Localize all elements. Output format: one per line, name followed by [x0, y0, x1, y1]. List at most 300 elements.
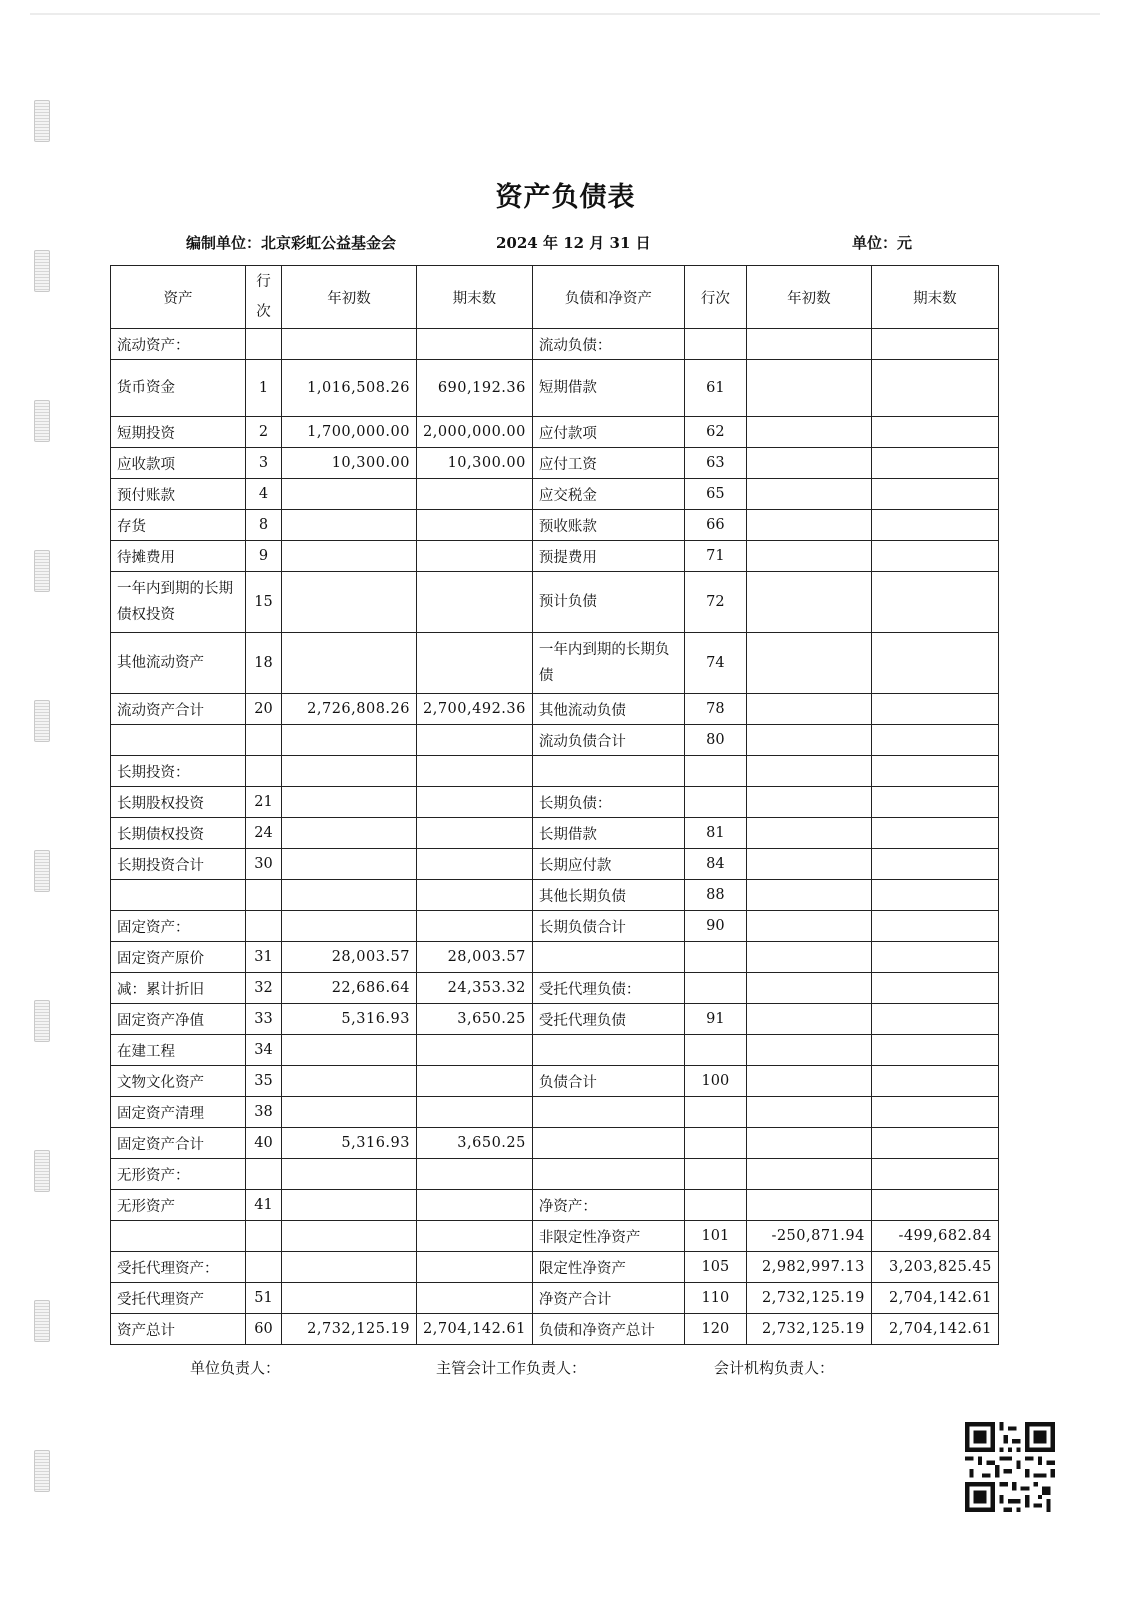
table-row [111, 849, 999, 880]
liability-end-amount [871, 510, 998, 541]
asset-end-amount [417, 756, 533, 787]
asset-begin-amount [282, 510, 417, 541]
asset-line-no [246, 1252, 282, 1283]
liability-end-amount [871, 1035, 998, 1066]
asset-line-no: 31 [246, 942, 282, 973]
asset-begin-amount [282, 1190, 417, 1221]
liability-line-no [684, 973, 746, 1004]
table-row [111, 479, 999, 510]
liability-end-amount [871, 849, 998, 880]
liability-name: 长期应付款 [532, 849, 684, 880]
liability-name [532, 756, 684, 787]
asset-begin-amount: 2,726,808.26 [282, 694, 417, 725]
asset-end-amount [417, 849, 533, 880]
asset-begin-amount [282, 541, 417, 572]
asset-name: 长期股权投资 [111, 787, 246, 818]
liability-end-amount: 2,704,142.61 [871, 1314, 998, 1345]
table-row [111, 725, 999, 756]
col-header-line-no-right: 行次 [684, 266, 746, 329]
asset-end-amount [417, 818, 533, 849]
scan-margin-mark [34, 1000, 50, 1042]
table-row [111, 1252, 999, 1283]
table-row [111, 1159, 999, 1190]
asset-begin-amount [282, 880, 417, 911]
liability-line-no: 71 [684, 541, 746, 572]
asset-end-amount [417, 1159, 533, 1190]
asset-line-no: 18 [246, 633, 282, 694]
liability-name: 负债合计 [532, 1066, 684, 1097]
liability-line-no: 110 [684, 1283, 746, 1314]
scan-margin-mark [34, 400, 50, 442]
liability-end-amount [871, 973, 998, 1004]
liability-name [532, 1097, 684, 1128]
asset-end-amount [417, 787, 533, 818]
liability-line-no [684, 942, 746, 973]
liability-name: 长期借款 [532, 818, 684, 849]
asset-line-no [246, 911, 282, 942]
asset-end-amount [417, 880, 533, 911]
asset-begin-amount [282, 1283, 417, 1314]
asset-name: 流动资产合计 [111, 694, 246, 725]
asset-name: 应收款项 [111, 448, 246, 479]
asset-name: 待摊费用 [111, 541, 246, 572]
liability-line-no: 105 [684, 1252, 746, 1283]
liability-begin-amount: -250,871.94 [746, 1221, 871, 1252]
asset-end-amount [417, 633, 533, 694]
liability-begin-amount [746, 880, 871, 911]
balance-sheet-table [110, 265, 999, 1345]
table-row [111, 572, 999, 633]
asset-end-amount: 2,704,142.61 [417, 1314, 533, 1345]
col-header-assets: 资产 [111, 266, 246, 329]
scan-margin-mark [34, 550, 50, 592]
asset-line-no: 60 [246, 1314, 282, 1345]
liability-end-amount [871, 725, 998, 756]
liability-name: 预提费用 [532, 541, 684, 572]
col-header-begin-right: 年初数 [746, 266, 871, 329]
liability-end-amount [871, 633, 998, 694]
preparing-unit: 编制单位：北京彩虹公益基金会 [186, 234, 397, 252]
asset-line-no: 34 [246, 1035, 282, 1066]
liability-begin-amount [746, 942, 871, 973]
liability-name: 流动负债： [532, 329, 684, 360]
table-row [111, 360, 999, 417]
liability-name: 负债和净资产总计 [532, 1314, 684, 1345]
table-row [111, 417, 999, 448]
asset-line-no: 33 [246, 1004, 282, 1035]
scan-margin-mark [34, 100, 50, 142]
liability-name [532, 942, 684, 973]
asset-line-no: 41 [246, 1190, 282, 1221]
asset-end-amount [417, 329, 533, 360]
asset-begin-amount: 10,300.00 [282, 448, 417, 479]
liability-line-no: 100 [684, 1066, 746, 1097]
liability-name: 应付款项 [532, 417, 684, 448]
liability-end-amount [871, 572, 998, 633]
liability-line-no [684, 756, 746, 787]
asset-line-no: 15 [246, 572, 282, 633]
asset-begin-amount [282, 849, 417, 880]
col-header-line-no-text: 行次 [256, 274, 271, 320]
liability-end-amount [871, 942, 998, 973]
asset-end-amount [417, 1190, 533, 1221]
liability-line-no: 62 [684, 417, 746, 448]
liability-begin-amount [746, 417, 871, 448]
asset-line-no [246, 1221, 282, 1252]
asset-name: 一年内到期的长期债权投资 [111, 572, 246, 633]
asset-line-no: 2 [246, 417, 282, 448]
asset-end-amount [417, 541, 533, 572]
liability-line-no [684, 1097, 746, 1128]
asset-line-no: 20 [246, 694, 282, 725]
liability-name: 其他流动负债 [532, 694, 684, 725]
asset-name [111, 725, 246, 756]
scan-margin-mark [34, 850, 50, 892]
table-row [111, 818, 999, 849]
asset-begin-amount [282, 911, 417, 942]
liability-name: 长期负债： [532, 787, 684, 818]
liability-begin-amount [746, 448, 871, 479]
asset-begin-amount: 1,016,508.26 [282, 360, 417, 417]
table-row [111, 942, 999, 973]
asset-begin-amount [282, 1159, 417, 1190]
table-body [111, 329, 999, 1345]
asset-begin-amount: 2,732,125.19 [282, 1314, 417, 1345]
asset-name: 在建工程 [111, 1035, 246, 1066]
asset-end-amount [417, 1252, 533, 1283]
asset-begin-amount [282, 1097, 417, 1128]
liability-line-no: 91 [684, 1004, 746, 1035]
asset-name: 货币资金 [111, 360, 246, 417]
table-row [111, 911, 999, 942]
table-row [111, 787, 999, 818]
asset-end-amount [417, 510, 533, 541]
liability-end-amount [871, 417, 998, 448]
col-header-line-no [246, 266, 282, 329]
asset-name: 固定资产清理 [111, 1097, 246, 1128]
liability-name [532, 1128, 684, 1159]
asset-begin-amount [282, 1252, 417, 1283]
liability-begin-amount [746, 787, 871, 818]
liability-begin-amount [746, 360, 871, 417]
table-row [111, 1314, 999, 1345]
liability-line-no [684, 1035, 746, 1066]
asset-begin-amount [282, 1035, 417, 1066]
liability-end-amount: 2,704,142.61 [871, 1283, 998, 1314]
liability-name: 净资产合计 [532, 1283, 684, 1314]
asset-name: 长期投资： [111, 756, 246, 787]
liability-name: 非限定性净资产 [532, 1221, 684, 1252]
asset-line-no: 30 [246, 849, 282, 880]
asset-begin-amount [282, 1221, 417, 1252]
asset-name: 减：累计折旧 [111, 973, 246, 1004]
asset-end-amount [417, 1221, 533, 1252]
asset-begin-amount [282, 633, 417, 694]
liability-line-no [684, 1190, 746, 1221]
liability-name: 短期借款 [532, 360, 684, 417]
asset-name: 其他流动资产 [111, 633, 246, 694]
asset-line-no: 51 [246, 1283, 282, 1314]
asset-end-amount [417, 572, 533, 633]
table-row [111, 1283, 999, 1314]
page-top-edge [30, 13, 1100, 15]
asset-end-amount: 3,650.25 [417, 1128, 533, 1159]
asset-begin-amount [282, 1066, 417, 1097]
asset-begin-amount [282, 329, 417, 360]
signature-accounting-head: 主管会计工作负责人： [436, 1359, 587, 1377]
liability-line-no [684, 787, 746, 818]
liability-begin-amount [746, 973, 871, 1004]
liability-begin-amount [746, 479, 871, 510]
asset-line-no [246, 880, 282, 911]
asset-line-no [246, 329, 282, 360]
table-row [111, 510, 999, 541]
asset-name: 长期债权投资 [111, 818, 246, 849]
asset-end-amount: 2,700,492.36 [417, 694, 533, 725]
liability-line-no: 88 [684, 880, 746, 911]
asset-end-amount: 3,650.25 [417, 1004, 533, 1035]
liability-end-amount [871, 911, 998, 942]
liability-name: 净资产： [532, 1190, 684, 1221]
table-row [111, 329, 999, 360]
asset-name: 流动资产： [111, 329, 246, 360]
scan-margin-mark [34, 250, 50, 292]
asset-name: 长期投资合计 [111, 849, 246, 880]
col-header-end-right: 期末数 [871, 266, 998, 329]
table-row [111, 756, 999, 787]
liability-end-amount [871, 1097, 998, 1128]
liability-begin-amount [746, 1159, 871, 1190]
asset-begin-amount: 1,700,000.00 [282, 417, 417, 448]
asset-line-no: 32 [246, 973, 282, 1004]
liability-line-no: 120 [684, 1314, 746, 1345]
liability-begin-amount [746, 1035, 871, 1066]
asset-end-amount [417, 479, 533, 510]
liability-name: 一年内到期的长期负债 [532, 633, 684, 694]
asset-line-no: 1 [246, 360, 282, 417]
liability-line-no: 74 [684, 633, 746, 694]
asset-begin-amount: 5,316.93 [282, 1004, 417, 1035]
asset-begin-amount: 22,686.64 [282, 973, 417, 1004]
liability-end-amount [871, 1159, 998, 1190]
liability-begin-amount [746, 1066, 871, 1097]
liability-line-no [684, 1159, 746, 1190]
asset-line-no: 35 [246, 1066, 282, 1097]
liability-name: 限定性净资产 [532, 1252, 684, 1283]
liability-name [532, 1159, 684, 1190]
liability-name: 其他长期负债 [532, 880, 684, 911]
table-row [111, 1128, 999, 1159]
liability-end-amount [871, 1004, 998, 1035]
liability-name: 受托代理负债 [532, 1004, 684, 1035]
liability-begin-amount [746, 329, 871, 360]
liability-line-no: 65 [684, 479, 746, 510]
liability-begin-amount [746, 1097, 871, 1128]
liability-end-amount [871, 1128, 998, 1159]
liability-end-amount [871, 880, 998, 911]
table-row [111, 541, 999, 572]
liability-end-amount [871, 694, 998, 725]
asset-line-no: 24 [246, 818, 282, 849]
asset-end-amount [417, 1097, 533, 1128]
table-row [111, 694, 999, 725]
asset-name: 受托代理资产 [111, 1283, 246, 1314]
asset-end-amount [417, 911, 533, 942]
liability-line-no: 80 [684, 725, 746, 756]
asset-end-amount: 28,003.57 [417, 942, 533, 973]
asset-line-no: 38 [246, 1097, 282, 1128]
liability-end-amount [871, 360, 998, 417]
liability-begin-amount [746, 633, 871, 694]
liability-name: 长期负债合计 [532, 911, 684, 942]
asset-name: 资产总计 [111, 1314, 246, 1345]
asset-end-amount: 10,300.00 [417, 448, 533, 479]
asset-begin-amount: 5,316.93 [282, 1128, 417, 1159]
liability-line-no: 72 [684, 572, 746, 633]
asset-begin-amount [282, 572, 417, 633]
asset-end-amount: 690,192.36 [417, 360, 533, 417]
liability-line-no [684, 329, 746, 360]
asset-end-amount: 24,353.32 [417, 973, 533, 1004]
asset-end-amount [417, 725, 533, 756]
liability-begin-amount [746, 849, 871, 880]
asset-end-amount [417, 1066, 533, 1097]
asset-begin-amount [282, 787, 417, 818]
liability-end-amount [871, 818, 998, 849]
liability-end-amount [871, 756, 998, 787]
asset-begin-amount [282, 725, 417, 756]
liability-begin-amount [746, 541, 871, 572]
asset-line-no [246, 756, 282, 787]
asset-line-no: 40 [246, 1128, 282, 1159]
table-row [111, 633, 999, 694]
table-row [111, 448, 999, 479]
asset-name: 文物文化资产 [111, 1066, 246, 1097]
liability-line-no: 81 [684, 818, 746, 849]
liability-begin-amount [746, 725, 871, 756]
liability-line-no: 66 [684, 510, 746, 541]
liability-line-no [684, 1128, 746, 1159]
liability-begin-amount [746, 572, 871, 633]
liability-line-no: 90 [684, 911, 746, 942]
liability-name: 应交税金 [532, 479, 684, 510]
asset-line-no [246, 725, 282, 756]
liability-line-no: 78 [684, 694, 746, 725]
liability-name: 预收账款 [532, 510, 684, 541]
liability-begin-amount [746, 510, 871, 541]
liability-end-amount [871, 479, 998, 510]
liability-name: 受托代理负债： [532, 973, 684, 1004]
asset-name: 存货 [111, 510, 246, 541]
asset-name: 固定资产合计 [111, 1128, 246, 1159]
liability-end-amount: -499,682.84 [871, 1221, 998, 1252]
liability-name: 流动负债合计 [532, 725, 684, 756]
liability-begin-amount [746, 1190, 871, 1221]
asset-name [111, 1221, 246, 1252]
asset-end-amount [417, 1035, 533, 1066]
asset-line-no: 3 [246, 448, 282, 479]
currency-unit: 单位：元 [852, 234, 913, 252]
asset-line-no: 9 [246, 541, 282, 572]
liability-end-amount [871, 329, 998, 360]
liability-end-amount: 3,203,825.45 [871, 1252, 998, 1283]
liability-begin-amount [746, 818, 871, 849]
asset-name: 短期投资 [111, 417, 246, 448]
liability-line-no: 101 [684, 1221, 746, 1252]
asset-name: 无形资产： [111, 1159, 246, 1190]
scan-margin-mark [34, 1450, 50, 1492]
qr-code-icon [965, 1422, 1055, 1512]
table-row [111, 1004, 999, 1035]
asset-line-no: 8 [246, 510, 282, 541]
liability-name: 预计负债 [532, 572, 684, 633]
liability-begin-amount [746, 694, 871, 725]
signature-unit-head: 单位负责人： [190, 1359, 281, 1377]
asset-line-no [246, 1159, 282, 1190]
asset-begin-amount: 28,003.57 [282, 942, 417, 973]
asset-name: 无形资产 [111, 1190, 246, 1221]
liability-name: 应付工资 [532, 448, 684, 479]
asset-line-no: 4 [246, 479, 282, 510]
liability-begin-amount [746, 756, 871, 787]
document-title: 资产负债表 [495, 182, 636, 213]
table-row [111, 973, 999, 1004]
liability-begin-amount [746, 1004, 871, 1035]
asset-name: 固定资产原价 [111, 942, 246, 973]
liability-end-amount [871, 541, 998, 572]
table-row [111, 880, 999, 911]
asset-name: 固定资产： [111, 911, 246, 942]
table-row [111, 1097, 999, 1128]
asset-end-amount [417, 1283, 533, 1314]
liability-name [532, 1035, 684, 1066]
scan-margin-mark [34, 700, 50, 742]
scan-margin-mark [34, 1300, 50, 1342]
table-row [111, 1066, 999, 1097]
asset-name [111, 880, 246, 911]
liability-end-amount [871, 448, 998, 479]
col-header-liabilities: 负债和净资产 [532, 266, 684, 329]
scan-margin-mark [34, 1150, 50, 1192]
liability-begin-amount [746, 1128, 871, 1159]
col-header-begin: 年初数 [282, 266, 417, 329]
liability-begin-amount [746, 911, 871, 942]
liability-begin-amount: 2,982,997.13 [746, 1252, 871, 1283]
liability-begin-amount: 2,732,125.19 [746, 1283, 871, 1314]
report-date: 2024 年 12 月 31 日 [496, 234, 651, 252]
col-header-end: 期末数 [417, 266, 533, 329]
liability-line-no: 63 [684, 448, 746, 479]
liability-begin-amount: 2,732,125.19 [746, 1314, 871, 1345]
liability-line-no: 84 [684, 849, 746, 880]
liability-end-amount [871, 787, 998, 818]
asset-name: 预付账款 [111, 479, 246, 510]
liability-end-amount [871, 1190, 998, 1221]
table-row [111, 1221, 999, 1252]
asset-name: 固定资产净值 [111, 1004, 246, 1035]
table-row [111, 1190, 999, 1221]
asset-begin-amount [282, 818, 417, 849]
asset-begin-amount [282, 756, 417, 787]
liability-end-amount [871, 1066, 998, 1097]
asset-line-no: 21 [246, 787, 282, 818]
asset-name: 受托代理资产： [111, 1252, 246, 1283]
signature-agency-head: 会计机构负责人： [714, 1359, 835, 1377]
table-header-row [111, 266, 999, 329]
asset-begin-amount [282, 479, 417, 510]
asset-end-amount: 2,000,000.00 [417, 417, 533, 448]
liability-line-no: 61 [684, 360, 746, 417]
